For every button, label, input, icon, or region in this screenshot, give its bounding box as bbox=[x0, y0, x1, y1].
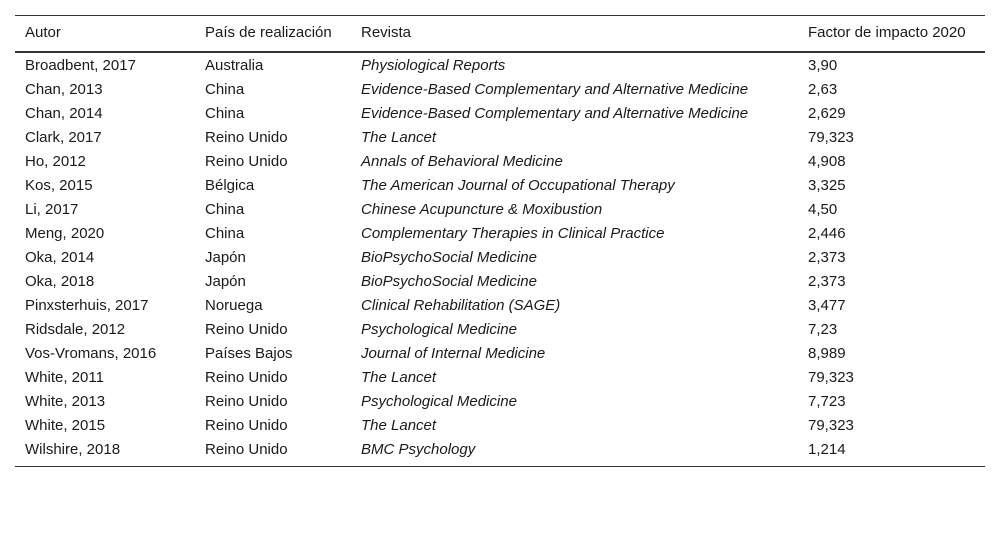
impact-factor-cell: 7,723 bbox=[808, 393, 846, 410]
impact-factor-cell: 4,50 bbox=[808, 201, 838, 218]
journal-cell: Journal of Internal Medicine bbox=[361, 345, 546, 362]
impact-factor-cell: 8,989 bbox=[808, 345, 846, 362]
header-author: Autor bbox=[15, 16, 195, 53]
author-cell: Chan, 2013 bbox=[25, 81, 103, 98]
country-cell: Reino Unido bbox=[205, 153, 288, 170]
author-cell: Oka, 2014 bbox=[25, 249, 95, 266]
author-cell: Clark, 2017 bbox=[25, 129, 102, 146]
country-cell: Bélgica bbox=[205, 177, 255, 194]
author-cell: Ho, 2012 bbox=[25, 153, 86, 170]
table-row bbox=[15, 222, 985, 246]
journal-cell: Psychological Medicine bbox=[361, 321, 517, 338]
table-row bbox=[15, 198, 985, 222]
country-cell: Reino Unido bbox=[205, 393, 288, 410]
author-cell: Kos, 2015 bbox=[25, 177, 93, 194]
table-row bbox=[15, 126, 985, 150]
impact-factor-cell: 7,23 bbox=[808, 321, 838, 338]
country-cell: Reino Unido bbox=[205, 321, 288, 338]
journal-cell: Clinical Rehabilitation (SAGE) bbox=[361, 297, 561, 314]
impact-factor-cell: 79,323 bbox=[808, 129, 854, 146]
table-row bbox=[15, 246, 985, 270]
table-body bbox=[15, 52, 985, 467]
studies-table-container bbox=[15, 15, 985, 467]
journal-cell: BioPsychoSocial Medicine bbox=[361, 273, 537, 290]
table-header bbox=[15, 16, 985, 53]
impact-factor-cell: 3,90 bbox=[808, 57, 838, 74]
journal-cell: Complementary Therapies in Clinical Practice bbox=[361, 225, 665, 242]
country-cell: Reino Unido bbox=[205, 369, 288, 386]
journal-cell: Evidence-Based Complementary and Alternative Medicine bbox=[361, 105, 749, 122]
country-cell: China bbox=[205, 201, 245, 218]
impact-factor-cell: 79,323 bbox=[808, 417, 854, 434]
studies-table bbox=[15, 15, 985, 467]
impact-factor-cell: 1,214 bbox=[798, 438, 985, 467]
journal-cell: The American Journal of Occupational Therapy bbox=[361, 177, 675, 194]
journal-cell: The Lancet bbox=[361, 129, 437, 146]
table-row bbox=[15, 270, 985, 294]
impact-factor-cell: 2,373 bbox=[808, 273, 846, 290]
country-cell: Reino Unido bbox=[205, 417, 288, 434]
journal-cell: Chinese Acupuncture & Moxibustion bbox=[361, 201, 603, 218]
table-row bbox=[15, 150, 985, 174]
impact-factor-cell: 4,908 bbox=[808, 153, 846, 170]
author-cell: Pinxsterhuis, 2017 bbox=[25, 297, 149, 314]
journal-cell: BioPsychoSocial Medicine bbox=[361, 249, 537, 266]
table-row bbox=[15, 438, 985, 467]
country-cell: Noruega bbox=[205, 297, 263, 314]
author-cell: Li, 2017 bbox=[25, 201, 79, 218]
impact-factor-cell: 2,446 bbox=[808, 225, 846, 242]
impact-factor-cell: 3,477 bbox=[808, 297, 846, 314]
journal-cell: The Lancet bbox=[361, 369, 437, 386]
table-row bbox=[15, 414, 985, 438]
header-impact-factor: Factor de impacto 2020 bbox=[798, 16, 985, 53]
header-journal: Revista bbox=[351, 16, 798, 53]
impact-factor-cell: 2,63 bbox=[808, 81, 838, 98]
author-cell: Meng, 2020 bbox=[25, 225, 105, 242]
country-cell: Reino Unido bbox=[205, 129, 288, 146]
table-row bbox=[15, 318, 985, 342]
header-country: País de realización bbox=[195, 16, 351, 53]
journal-cell: Evidence-Based Complementary and Alternative Medicine bbox=[361, 81, 749, 98]
journal-cell: Physiological Reports bbox=[361, 57, 506, 74]
table-row bbox=[15, 78, 985, 102]
author-cell: Wilshire, 2018 bbox=[15, 438, 195, 467]
author-cell: Chan, 2014 bbox=[25, 105, 103, 122]
author-cell: Ridsdale, 2012 bbox=[25, 321, 126, 338]
country-cell: Japón bbox=[205, 249, 246, 266]
author-cell: White, 2011 bbox=[25, 369, 104, 386]
table-row bbox=[15, 102, 985, 126]
impact-factor-cell: 79,323 bbox=[808, 369, 854, 386]
journal-cell: BMC Psychology bbox=[351, 438, 798, 467]
country-cell: China bbox=[205, 81, 245, 98]
impact-factor-cell: 2,373 bbox=[808, 249, 846, 266]
author-cell: White, 2015 bbox=[25, 417, 106, 434]
country-cell: Países Bajos bbox=[205, 345, 293, 362]
impact-factor-cell: 2,629 bbox=[808, 105, 846, 122]
country-cell: Reino Unido bbox=[195, 438, 351, 467]
table-row bbox=[15, 294, 985, 318]
table-row bbox=[15, 390, 985, 414]
table-row bbox=[15, 366, 985, 390]
author-cell: Oka, 2018 bbox=[25, 273, 95, 290]
country-cell: China bbox=[205, 225, 245, 242]
header-row bbox=[15, 16, 985, 53]
journal-cell: Psychological Medicine bbox=[361, 393, 517, 410]
author-cell: Broadbent, 2017 bbox=[25, 57, 136, 74]
table-row bbox=[15, 52, 985, 78]
country-cell: China bbox=[205, 105, 245, 122]
author-cell: White, 2013 bbox=[25, 393, 106, 410]
author-cell: Vos-Vromans, 2016 bbox=[25, 345, 157, 362]
table-row bbox=[15, 174, 985, 198]
journal-cell: Annals of Behavioral Medicine bbox=[361, 153, 563, 170]
country-cell: Australia bbox=[205, 57, 264, 74]
impact-factor-cell: 3,325 bbox=[808, 177, 846, 194]
table-row bbox=[15, 342, 985, 366]
journal-cell: The Lancet bbox=[361, 417, 437, 434]
country-cell: Japón bbox=[205, 273, 246, 290]
